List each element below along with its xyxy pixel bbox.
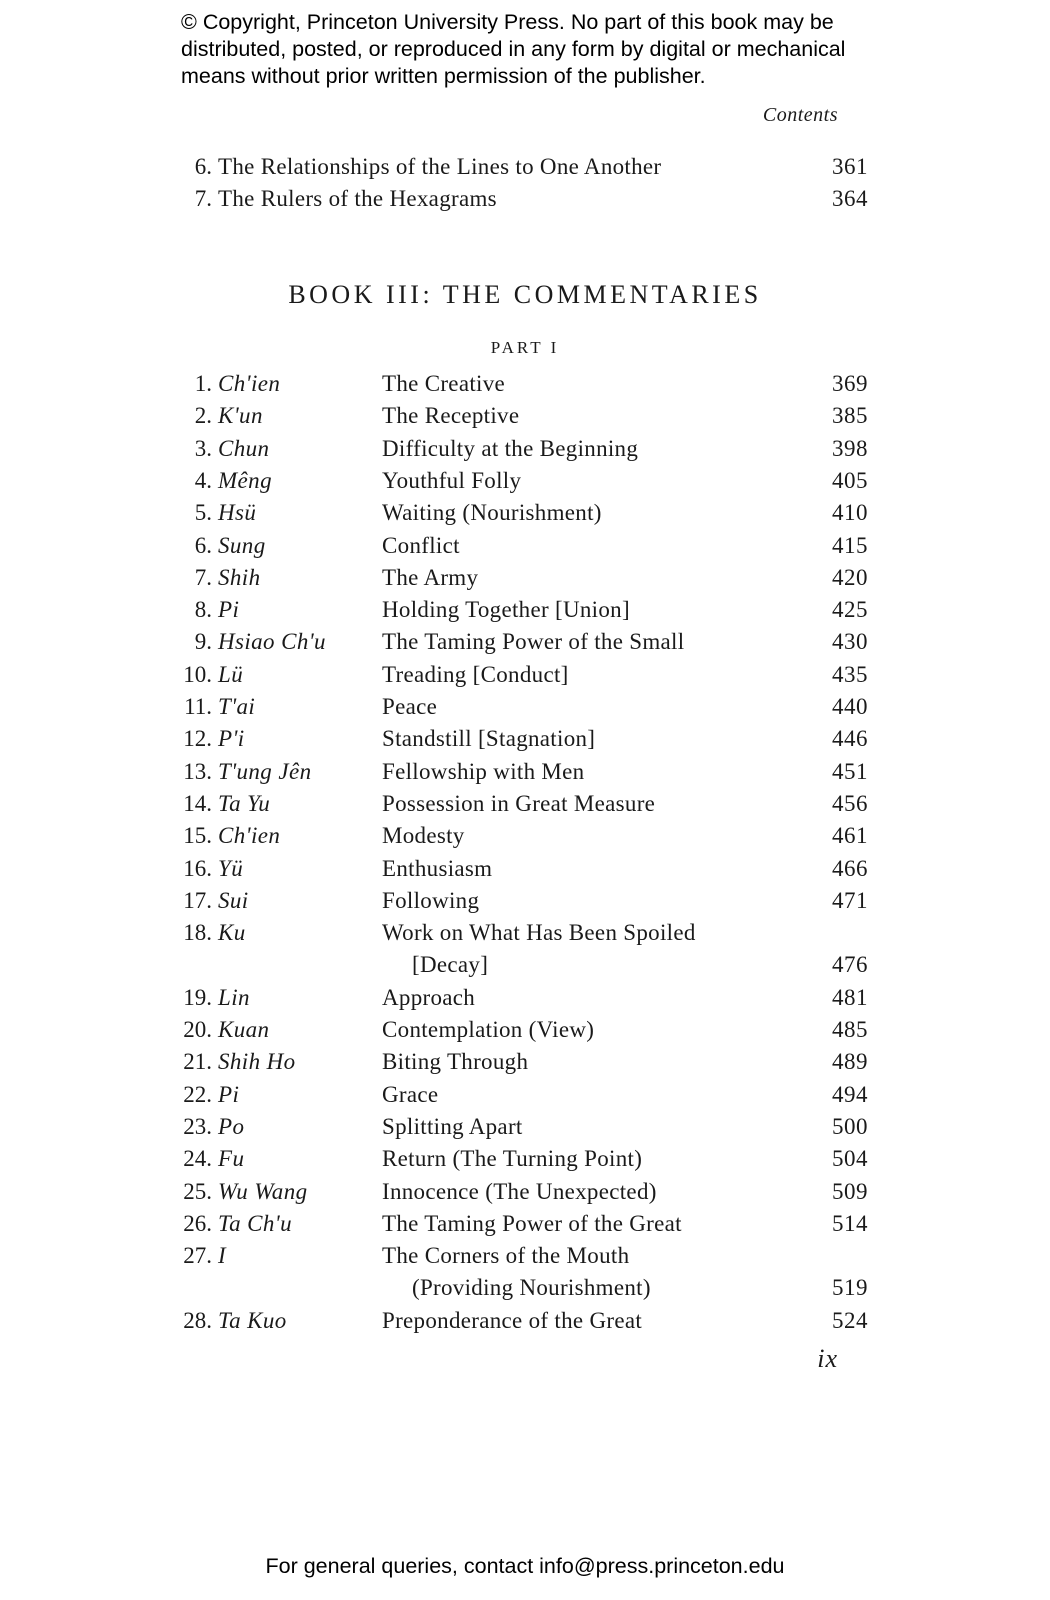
hexagram-name: Lü bbox=[218, 661, 244, 687]
toc-entry bbox=[0, 1142, 1050, 1175]
copyright-line: distributed, posted, or reproduced in any form by digital or mechanical bbox=[181, 37, 846, 61]
hexagram-name: Pi bbox=[218, 1081, 240, 1107]
entry-title: Following bbox=[382, 887, 480, 913]
entry-number: 21. bbox=[183, 1049, 212, 1075]
entry-page: 476 bbox=[832, 952, 868, 978]
entry-title: Work on What Has Been Spoiled bbox=[382, 920, 696, 946]
entry-title: Holding Together [Union] bbox=[382, 597, 630, 623]
running-head: Contents bbox=[762, 104, 838, 126]
entry-number: 7. bbox=[194, 186, 212, 211]
toc-entry-continued bbox=[0, 948, 1050, 981]
entry-page: 466 bbox=[832, 855, 868, 881]
copyright-line: means without prior written permission of the publisher. bbox=[181, 64, 706, 88]
entry-page: 398 bbox=[832, 435, 868, 461]
entry-page: 361 bbox=[832, 154, 868, 179]
entry-title: Biting Through bbox=[382, 1049, 529, 1075]
entry-title: Treading [Conduct] bbox=[382, 661, 569, 687]
entry-page: 435 bbox=[832, 661, 868, 687]
entry-number: 27. bbox=[183, 1243, 212, 1269]
toc-entry bbox=[0, 399, 1050, 432]
entry-page: 494 bbox=[832, 1081, 868, 1107]
entry-page: 524 bbox=[832, 1307, 868, 1333]
toc-entry bbox=[0, 819, 1050, 852]
hexagram-name: Hsü bbox=[218, 500, 257, 526]
entry-title: Waiting (Nourishment) bbox=[382, 500, 602, 526]
hexagram-name: Ta Yu bbox=[218, 790, 271, 816]
entry-number: 26. bbox=[183, 1210, 212, 1236]
entry-number: 25. bbox=[183, 1178, 212, 1204]
entry-number: 5. bbox=[194, 500, 212, 526]
entry-number: 13. bbox=[183, 758, 212, 784]
hexagram-name: Ta Ch'u bbox=[218, 1210, 292, 1236]
entry-number: 2. bbox=[194, 403, 212, 429]
toc-entry bbox=[0, 1078, 1050, 1111]
entry-title: Contemplation (View) bbox=[382, 1017, 595, 1042]
entry-title: Possession in Great Measure bbox=[382, 790, 656, 816]
hexagram-name: K'un bbox=[218, 403, 263, 429]
toc-entry bbox=[0, 722, 1050, 755]
hexagram-name: Ch'ien bbox=[218, 823, 281, 849]
hexagram-name: T'ung Jên bbox=[218, 758, 312, 784]
toc-entry bbox=[0, 884, 1050, 917]
hexagram-name: Chun bbox=[218, 435, 270, 461]
entry-page: 500 bbox=[832, 1113, 868, 1139]
toc-entry bbox=[0, 1045, 1050, 1078]
entry-number: 6. bbox=[194, 154, 212, 179]
entry-title: Difficulty at the Beginning bbox=[382, 435, 639, 461]
entry-number: 10. bbox=[183, 661, 212, 687]
entry-number: 19. bbox=[183, 984, 212, 1010]
toc-entry bbox=[0, 593, 1050, 626]
hexagram-name: Wu Wang bbox=[218, 1178, 308, 1204]
entry-title-continued: [Decay] bbox=[412, 952, 489, 978]
hexagram-name: Sung bbox=[218, 532, 266, 558]
entry-title: Fellowship with Men bbox=[382, 758, 585, 784]
toc-entry bbox=[0, 1175, 1050, 1208]
entry-number: 3. bbox=[194, 435, 212, 461]
hexagram-name: P'i bbox=[218, 726, 245, 752]
hexagram-name: Ta Kuo bbox=[218, 1307, 287, 1333]
entry-number: 6. bbox=[194, 532, 212, 558]
entry-title: The Corners of the Mouth bbox=[382, 1243, 630, 1269]
page-folio: ix bbox=[817, 1344, 838, 1373]
entry-page: 489 bbox=[832, 1049, 868, 1075]
entry-page: 405 bbox=[832, 467, 868, 493]
hexagram-name: Pi bbox=[218, 597, 240, 623]
hexagram-name: Ch'ien bbox=[218, 371, 281, 396]
toc-entry bbox=[0, 1239, 1050, 1272]
toc-entry bbox=[0, 496, 1050, 529]
entry-title: Conflict bbox=[382, 532, 460, 558]
entry-page: 514 bbox=[832, 1210, 868, 1236]
entry-number: 28. bbox=[183, 1307, 212, 1333]
hexagram-name: Shih bbox=[218, 564, 261, 590]
hexagram-name: Sui bbox=[218, 887, 249, 913]
entry-number: 24. bbox=[183, 1146, 212, 1172]
entry-number: 7. bbox=[194, 564, 212, 590]
entry-title: Modesty bbox=[382, 823, 465, 849]
entry-title: Innocence (The Unexpected) bbox=[382, 1178, 657, 1204]
entry-number: 23. bbox=[183, 1113, 212, 1139]
hexagram-name: Shih Ho bbox=[218, 1049, 296, 1075]
entry-title: Peace bbox=[382, 694, 438, 719]
entry-number: 8. bbox=[194, 597, 212, 623]
entry-page: 471 bbox=[832, 887, 868, 913]
entry-number: 16. bbox=[183, 855, 212, 881]
entry-number: 9. bbox=[194, 629, 212, 655]
toc-entry bbox=[0, 625, 1050, 658]
hexagram-name: Lin bbox=[218, 984, 250, 1010]
entry-page: 364 bbox=[832, 186, 868, 211]
toc-entry bbox=[0, 182, 1050, 215]
toc-entry bbox=[0, 367, 1050, 400]
entry-page: 461 bbox=[832, 823, 868, 849]
toc-entry bbox=[0, 432, 1050, 465]
entry-page: 425 bbox=[832, 597, 868, 623]
toc-entry bbox=[0, 1013, 1050, 1046]
entry-number: 12. bbox=[183, 726, 212, 752]
entry-page: 420 bbox=[832, 564, 868, 590]
entry-number: 11. bbox=[184, 694, 212, 719]
entry-page: 519 bbox=[832, 1275, 868, 1301]
part-heading: PART I bbox=[490, 338, 560, 357]
toc-entry bbox=[0, 852, 1050, 885]
toc-entry bbox=[0, 916, 1050, 949]
entry-number: 20. bbox=[183, 1017, 212, 1042]
entry-title: Preponderance of the Great bbox=[382, 1307, 643, 1333]
toc-entry bbox=[0, 464, 1050, 497]
toc-entry bbox=[0, 755, 1050, 788]
entry-title: The Rulers of the Hexagrams bbox=[218, 186, 497, 211]
hexagram-name: Yü bbox=[218, 855, 244, 881]
hexagram-name: Hsiao Ch'u bbox=[218, 629, 326, 655]
book-heading: BOOK III: THE COMMENTARIES bbox=[288, 280, 762, 309]
toc-entry bbox=[0, 1304, 1050, 1337]
entry-title: Youthful Folly bbox=[382, 467, 522, 493]
entry-number: 18. bbox=[183, 920, 212, 946]
entry-page: 446 bbox=[832, 726, 868, 752]
entry-page: 430 bbox=[832, 629, 868, 655]
copyright-notice bbox=[181, 9, 941, 90]
entry-number: 4. bbox=[194, 467, 212, 493]
entry-title: Standstill [Stagnation] bbox=[382, 726, 596, 752]
hexagram-name: Fu bbox=[218, 1146, 245, 1172]
entry-page: 481 bbox=[832, 984, 868, 1010]
entry-number: 22. bbox=[183, 1081, 212, 1107]
entry-title-continued: (Providing Nourishment) bbox=[412, 1275, 651, 1301]
entry-number: 15. bbox=[183, 823, 212, 849]
hexagram-name: T'ai bbox=[218, 694, 256, 719]
entry-page: 369 bbox=[832, 371, 868, 396]
entry-page: 451 bbox=[832, 758, 868, 784]
toc-entry bbox=[0, 561, 1050, 594]
copyright-line: © Copyright, Princeton University Press. No part of this book may be bbox=[181, 10, 834, 34]
toc-entry bbox=[0, 658, 1050, 691]
entry-number: 17. bbox=[183, 887, 212, 913]
entry-title: Splitting Apart bbox=[382, 1113, 523, 1139]
entry-page: 385 bbox=[832, 403, 868, 429]
entry-page: 456 bbox=[832, 790, 868, 816]
entry-page: 440 bbox=[832, 694, 868, 719]
entry-page: 415 bbox=[832, 532, 868, 558]
entry-title: Grace bbox=[382, 1081, 439, 1107]
toc-entry-continued bbox=[0, 1271, 1050, 1304]
toc-entry bbox=[0, 981, 1050, 1014]
entry-title: The Taming Power of the Small bbox=[382, 629, 685, 655]
hexagram-name: Ku bbox=[218, 920, 246, 946]
toc-entry bbox=[0, 690, 1050, 723]
toc-entry bbox=[0, 1207, 1050, 1240]
entry-page: 485 bbox=[832, 1017, 868, 1042]
entry-page: 504 bbox=[832, 1146, 868, 1172]
toc-entry bbox=[0, 150, 1050, 183]
entry-title: The Relationships of the Lines to One Another bbox=[218, 154, 662, 179]
hexagram-name: Mêng bbox=[218, 467, 272, 493]
entry-title: The Taming Power of the Great bbox=[382, 1210, 682, 1236]
entry-title: The Creative bbox=[382, 371, 506, 396]
toc-entry bbox=[0, 529, 1050, 562]
entry-title: The Receptive bbox=[382, 403, 520, 429]
hexagram-name: Kuan bbox=[218, 1017, 270, 1042]
toc-entry bbox=[0, 787, 1050, 820]
hexagram-name: Po bbox=[218, 1113, 245, 1139]
entry-title: The Army bbox=[382, 564, 479, 590]
entry-page: 509 bbox=[832, 1178, 868, 1204]
hexagram-name: I bbox=[218, 1243, 227, 1269]
entry-title: Return (The Turning Point) bbox=[382, 1146, 643, 1172]
entry-title: Enthusiasm bbox=[382, 855, 493, 881]
footer-contact: For general queries, contact info@press.princeton.edu bbox=[265, 1554, 785, 1578]
entry-number: 1. bbox=[194, 371, 212, 396]
entry-page: 410 bbox=[832, 500, 868, 526]
entry-number: 14. bbox=[183, 790, 212, 816]
toc-entry bbox=[0, 1110, 1050, 1143]
entry-title: Approach bbox=[382, 984, 476, 1010]
